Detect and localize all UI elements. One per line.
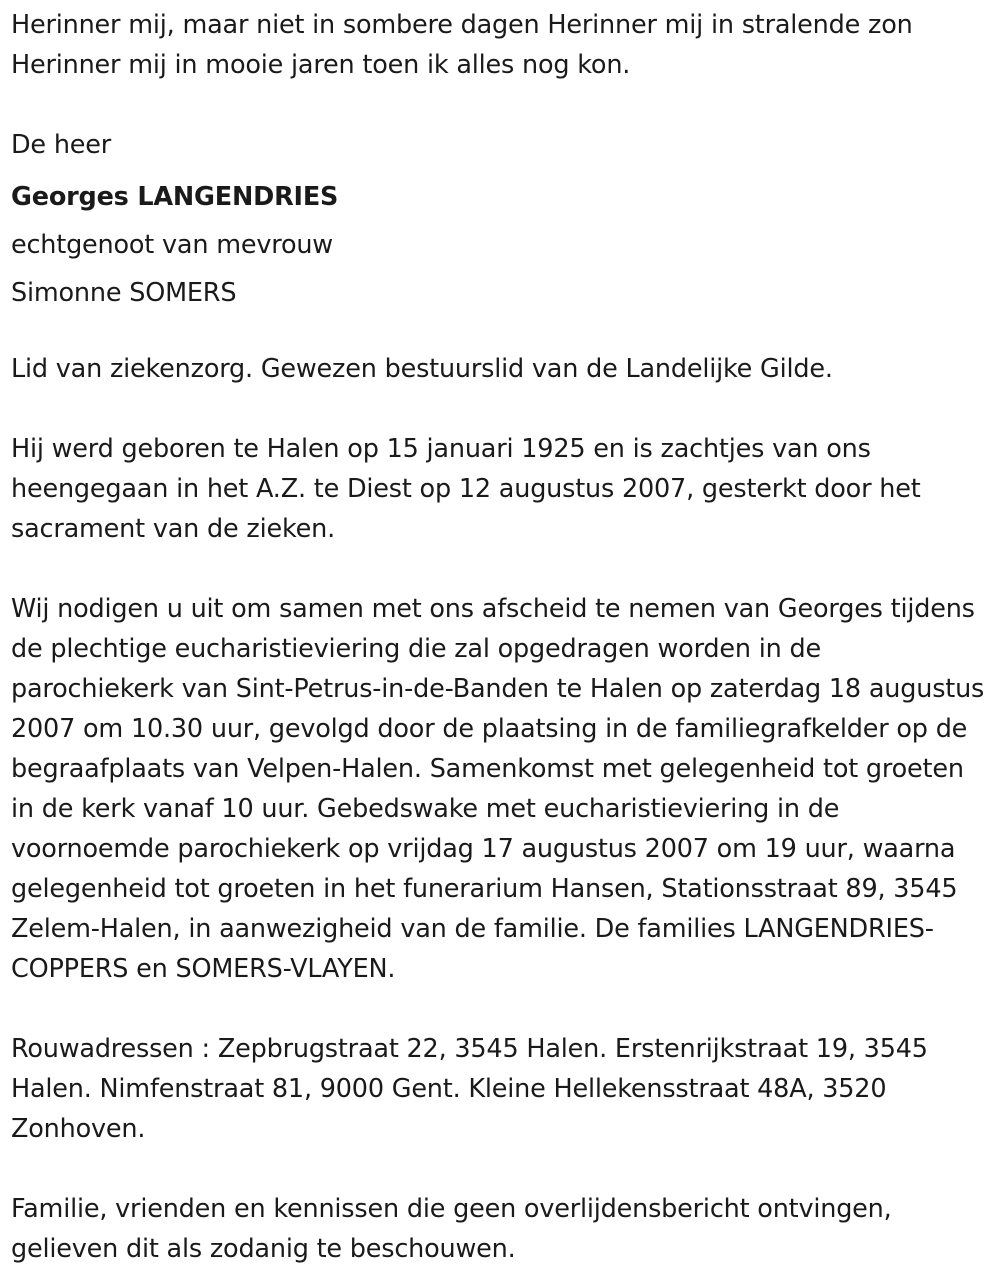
closing-paragraph: Familie, vrienden en kennissen die geen overlijdensbericht ontvingen, gelieven dit als zodanig te beschouwen.	[11, 1194, 892, 1264]
spacer	[11, 317, 991, 349]
spacer	[11, 389, 991, 429]
spacer	[11, 989, 991, 1029]
spacer	[11, 549, 991, 589]
relation-text: echtgenoot van mevrouw	[11, 230, 333, 260]
poem-line-1: Herinner mij, maar niet in sombere dagen Herinner mij in stralende zon	[11, 10, 913, 40]
addresses-paragraph: Rouwadressen : Zepbrugstraat 22, 3545 Halen. Erstenrijkstraat 19, 3545 Halen. Nimfenstraat 81, 9000 Gent. Kleine Hellekensstraat 48A, 3520 Zonhoven.	[11, 1034, 928, 1144]
deceased-name: Georges LANGENDRIES	[11, 182, 339, 212]
poem-line-2: Herinner mij in mooie jaren toen ik alles nog kon.	[11, 50, 631, 80]
spouse-name: Simonne SOMERS	[11, 278, 237, 308]
invitation-paragraph: Wij nodigen u uit om samen met ons afscheid te nemen van Georges tijdens de plechtige eucharistieviering die zal opgedragen worden in de parochiekerk van Sint-Petrus-in-de-Banden te Halen op zaterdag 18 augustus 2007 om 10.30 uur, gevolgd door de plaatsing in de familiegrafkelder op de begraafplaats van Velpen-Halen. Samenkomst met gelegenheid tot groeten in de kerk vanaf 10 uur. Gebedswake met eucharistieviering in de voornoemde parochiekerk op vrijdag 17 augustus 2007 om 19 uur, waarna gelegenheid tot groeten in het funerarium Hansen, Stationsstraat 89, 3545 Zelem-Halen, in aanwezigheid van de familie. De families LANGENDRIES-COPPERS en SOMERS-VLAYEN.	[11, 594, 985, 984]
obituary-document	[11, 5, 991, 1269]
salutation: De heer	[11, 130, 112, 160]
birth-death-paragraph: Hij werd geboren te Halen op 15 januari 1925 en is zachtjes van ons heengegaan in het A.Z. te Diest op 12 augustus 2007, gesterkt door het sacrament van de zieken.	[11, 434, 921, 544]
spacer	[11, 1149, 991, 1189]
membership-paragraph: Lid van ziekenzorg. Gewezen bestuurslid van de Landelijke Gilde.	[11, 354, 833, 384]
spacer	[11, 85, 991, 125]
